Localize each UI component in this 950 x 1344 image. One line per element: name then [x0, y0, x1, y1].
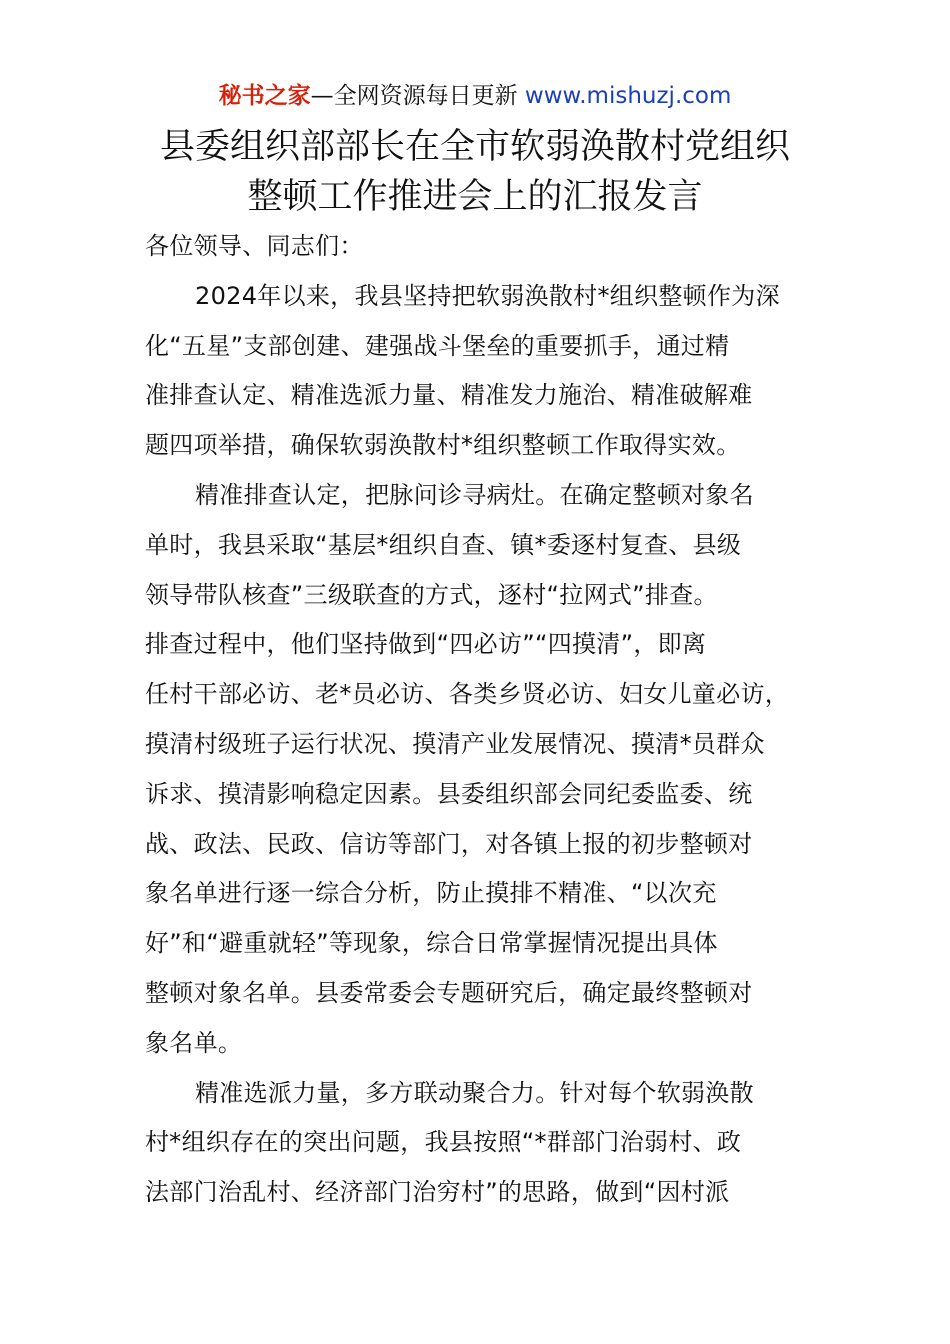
body-line: 准排查认定、精准选派力量、精准发力施治、精准破解难	[145, 381, 753, 410]
body-line: 领导带队核查”三级联查的方式，逐村“拉网式”排查。	[145, 580, 718, 609]
body-line: 题四项举措，确保软弱涣散村*组织整顿工作取得实效。	[145, 431, 741, 460]
title-line-1: 县委组织部部长在全市软弱涣散村党组织	[159, 127, 790, 167]
document-body	[145, 222, 825, 1218]
body-line: 2024年以来，我县坚持把软弱涣散村*组织整顿作为深	[195, 281, 780, 310]
body-line: 化“五星”支部创建、建强战斗堡垒的重要抓手，通过精	[145, 331, 730, 360]
site-url-link[interactable]: www.mishuzj.com	[524, 83, 732, 109]
body-line: 法部门治乱村、经济部门治穷村”的思路，做到“因村派	[145, 1178, 730, 1207]
body-line: 战、政法、民政、信访等部门，对各镇上报的初步整顿对	[145, 829, 753, 858]
body-line: 村*组织存在的突出问题，我县按照“*群部门治弱村、政	[145, 1128, 742, 1157]
brand-name: 秘书之家	[218, 83, 311, 109]
body-line: 单时，我县采取“基层*组织自查、镇*委逐村复查、县级	[145, 530, 742, 559]
body-line: 诉求、摸清影响稳定因素。县委组织部会同纪委监委、统	[145, 779, 753, 808]
title-line-2: 整顿工作推进会上的汇报发言	[247, 177, 703, 217]
body-line: 精准选派力量，多方联动聚合力。针对每个软弱涣散	[195, 1078, 754, 1107]
body-line: 排查过程中，他们坚持做到“四必访”“四摸清”，即离	[145, 630, 707, 659]
site-header	[0, 80, 950, 112]
body-line: 任村干部必访、老*员必访、各类乡贤必访、妇女儿童必访，	[145, 680, 790, 709]
body-line: 精准排查认定，把脉问诊寻病灶。在确定整顿对象名	[195, 480, 754, 509]
body-line: 象名单。	[145, 1028, 243, 1057]
body-line: 好”和“避重就轻”等现象，综合日常掌握情况提出具体	[145, 929, 718, 958]
salutation: 各位领导、同志们：	[145, 232, 364, 260]
body-line: 象名单进行逐一综合分析，防止摸排不精准、“以次充	[145, 879, 717, 908]
body-line: 整顿对象名单。县委常委会专题研究后，确定最终整顿对	[145, 978, 753, 1007]
document-title	[0, 122, 950, 222]
header-tagline: —全网资源每日更新	[310, 83, 518, 109]
body-line: 摸清村级班子运行状况、摸清产业发展情况、摸清*员群众	[145, 729, 765, 758]
